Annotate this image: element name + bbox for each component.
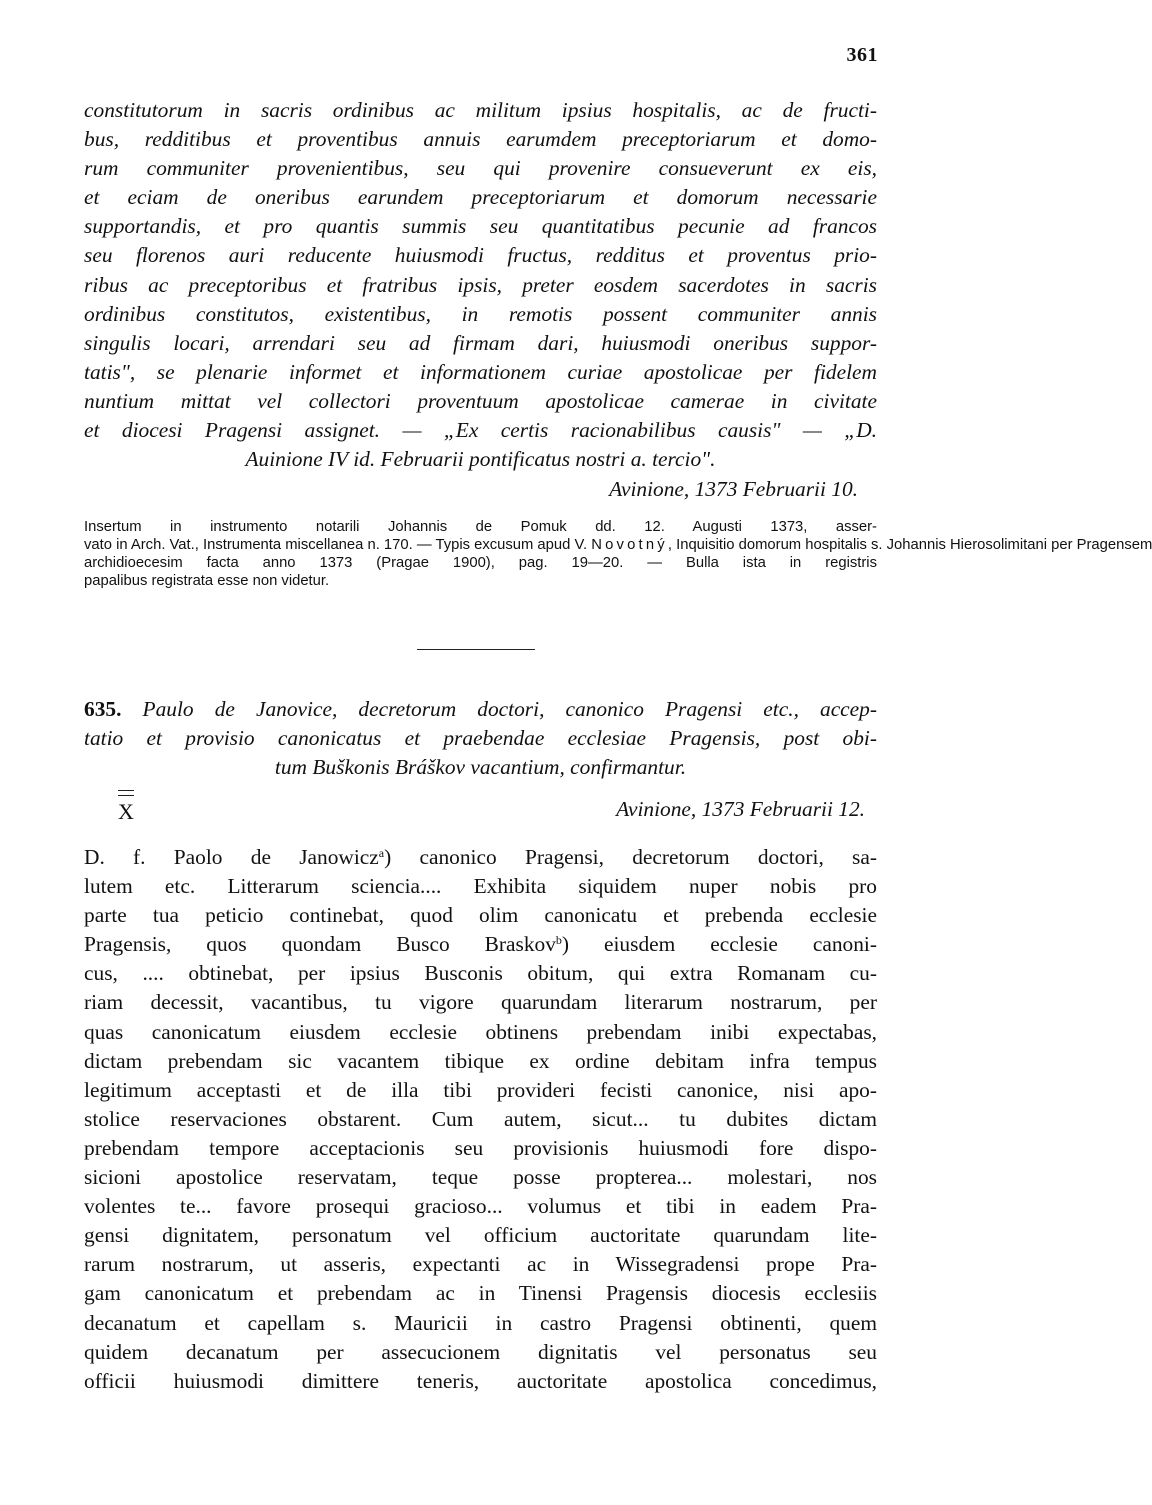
body-line (84, 1047, 877, 1076)
body-text-segment: gam canonicatum et prebendam ac in Tinensi Pragensis diocesis ecclesiis (84, 1281, 877, 1306)
body-line (84, 1279, 877, 1308)
body-text-segment: quas canonicatum eiusdem ecclesie obtinens prebendam inibi expectabas, (84, 1019, 877, 1044)
entry-heading (84, 695, 877, 782)
body-line (84, 1367, 877, 1396)
body-text-segment: rarum nostrarum, ut asseris, expectanti ac in Wissegradensi prope Pra- (84, 1252, 877, 1277)
dateline: Avinione, 1373 Februarii 12. (616, 797, 865, 821)
text-line: et diocesi Pragensi assignet. — „Ex certis racionabilibus causis" — „D. (84, 418, 877, 443)
text-line: et eciam de oneribus earundem preceptoriarum et domorum necessarie (84, 185, 877, 210)
body-line (84, 1221, 877, 1250)
body-text-segment: officii huiusmodi dimittere teneris, auctoritate apostolica concedimus, (84, 1368, 877, 1393)
body-text-segment: D. f. Paolo de Janowicz (84, 845, 379, 869)
heading-text: Paulo de Janovice, decretorum doctori, canonico Pragensi etc., accep- (142, 697, 877, 721)
text-line: constitutorum in sacris ordinibus ac militum ipsius hospitalis, ac de fructi- (84, 98, 877, 122)
body-line (84, 988, 877, 1017)
heading-line: tum Buškonis Bráškov vacantium, confirmantur. (274, 755, 687, 779)
body-line (84, 872, 877, 901)
body-line (84, 1338, 877, 1367)
text-line: supportandis, et pro quantis summis seu quantitatibus pecunie ad francos (84, 214, 877, 239)
editorial-note (84, 518, 1152, 590)
body-text-segment: legitimum acceptasti et de illa tibi provideri fecisti canonice, nisi apo- (84, 1077, 877, 1102)
heading-line (84, 695, 877, 724)
text-line: singulis locari, arrendari seu ad firmam dari, huiusmodi oneribus suppor- (84, 330, 877, 355)
footnote-marker: b (555, 933, 562, 948)
body-text-segment: stolice reservaciones obstarent. Cum autem, sicut... tu dubites dictam (84, 1106, 877, 1131)
body-line (84, 930, 877, 959)
note-text: vato in Arch. Vat., Instrumenta miscellanea n. 170. — Typis excusum apud V. (84, 537, 592, 554)
body-line (84, 1250, 877, 1279)
text-line: rum communiter provenientibus, seu qui provenire consueverunt ex eis, (84, 156, 877, 181)
heading-line: tatio et provisio canonicatus et praebendae ecclesiae Pragensis, post obi- (84, 726, 877, 750)
dateline: Avinione, 1373 Februarii 10. (609, 477, 858, 501)
entry-number: 635. (84, 697, 122, 721)
register-mark-letter: X (118, 799, 134, 824)
body-line (84, 1105, 877, 1134)
body-line (84, 1309, 877, 1338)
author-name: Novotný (591, 537, 668, 554)
continuation-paragraph (84, 96, 877, 474)
text-line: ordinibus constitutos, existentibus, in remotis possent communiter annis (84, 301, 877, 326)
body-line (84, 959, 877, 988)
note-line (84, 536, 1152, 554)
footnote-marker: a (378, 846, 385, 860)
body-text-segment: volentes te... favore prosequi gracioso... volumus et tibi in eadem Pra- (84, 1194, 877, 1219)
body-text-segment: dictam prebendam sic vacantem tibique ex ordine debitam infra tempus (84, 1048, 877, 1073)
text-line: bus, redditibus et proventibus annuis earumdem preceptoriarum et domo- (84, 127, 877, 152)
text-line: ribus ac preceptoribus et fratribus ipsis, preter eosdem sacerdotes in sacris (84, 272, 877, 297)
body-line (84, 1076, 877, 1105)
body-text-segment: cus, .... obtinebat, per ipsius Busconis obitum, qui extra Romanam cu- (84, 961, 877, 986)
body-text-segment: Pragensis, quos quondam Busco Braskov (84, 932, 556, 957)
body-line (84, 1134, 877, 1163)
text-line: nuntium mittat vel collectori proventuum apostolicae camerae in civitate (84, 388, 877, 413)
body-line (84, 1018, 877, 1047)
body-text-segment: prebendam tempore acceptacionis seu provisionis huiusmodi fore dispo- (84, 1135, 877, 1160)
document-body (84, 843, 877, 1396)
section-divider (417, 649, 535, 650)
body-text-segment: riam decessit, vacantibus, tu vigore quarundam literarum nostrarum, per (84, 990, 877, 1015)
body-text-segment: quidem decanatum per assecucionem dignitatis vel personatus seu (84, 1339, 877, 1364)
text-line: tatis", se plenarie informet et informationem curiae apostolicae per fidelem (84, 359, 877, 384)
text-line: seu florenos auri reducente huiusmodi fructus, redditus et proventus prio- (84, 243, 877, 268)
body-line (84, 901, 877, 930)
body-text-segment: lutem etc. Litterarum sciencia.... Exhibita siquidem nuper nobis pro (84, 874, 877, 899)
body-text-segment: sicioni apostolice reservatam, teque posse propterea... molestari, nos (84, 1165, 877, 1190)
body-text-segment: parte tua peticio continebat, quod olim canonicatu et prebenda ecclesie (84, 903, 877, 928)
body-text-segment: ) canonico Pragensi, decretorum doctori, sa- (384, 845, 877, 869)
note-line: archidioecesim facta anno 1373 (Pragae 1900), pag. 19—20. — Bulla ista in registris (84, 555, 877, 572)
body-text-segment: decanatum et capellam s. Mauricii in castro Pragensi obtinenti, quem (84, 1310, 877, 1335)
page-number: 361 (846, 44, 878, 66)
body-line (84, 1163, 877, 1192)
body-line (84, 843, 877, 872)
text-line: Auinione IV id. Februarii pontificatus nostri a. tercio". (245, 447, 716, 472)
body-line (84, 1192, 877, 1221)
note-line: Insertum in instrumento notarili Johannis de Pomuk dd. 12. Augusti 1373, asser- (84, 519, 877, 535)
body-text-segment: gensi dignitatem, personatum vel officium auctoritate quarundam lite- (84, 1223, 877, 1248)
note-text: , Inquisitio domorum hospitalis s. Johannis Hierosolimitani per Pragensem (667, 537, 1152, 554)
body-text-segment: ) eiusdem ecclesie canoni- (561, 932, 877, 957)
note-line: papalibus registrata esse non videtur. (84, 573, 330, 590)
